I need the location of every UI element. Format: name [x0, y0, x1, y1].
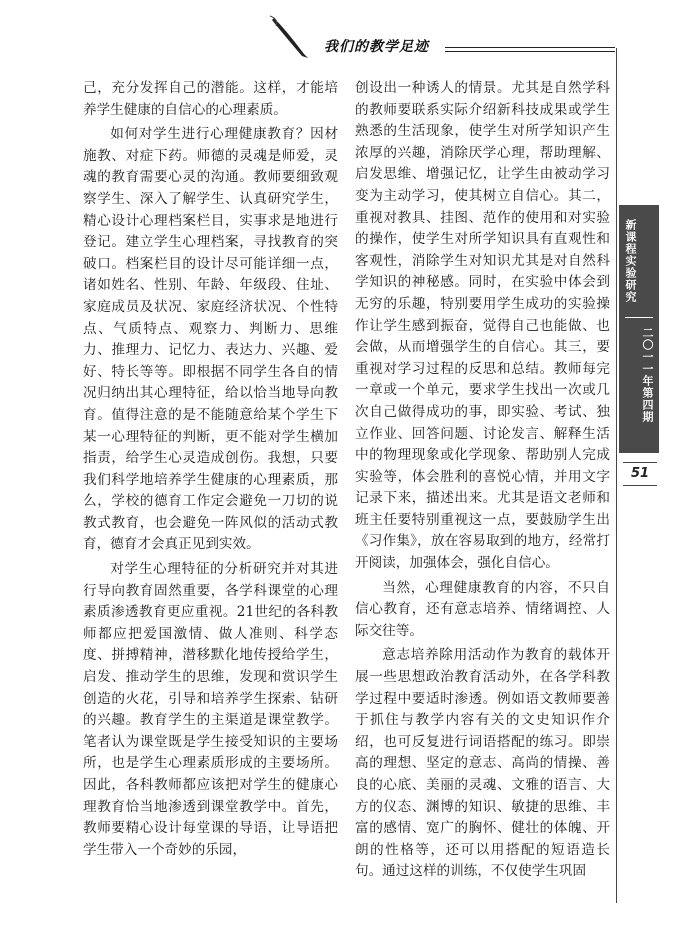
paragraph: 当然，心理健康教育的内容，不只自信心教育，还有意志培养、情绪调控、人际交往等。: [355, 579, 610, 639]
side-tab-divider: [625, 317, 653, 318]
header-rule: [445, 47, 615, 48]
journal-name: 新课程实验研究: [624, 219, 637, 303]
paragraph: 己，充分发挥自己的潜能。这样，才能培养学生健康的自信心的心理素质。: [83, 80, 338, 118]
issue-label: 二〇一一年第四期: [641, 327, 654, 423]
paragraph: 意志培养除用活动作为教育的载体开展一些思想政治教育活动外，在各学科教学过程中要适时渗透。例如语文教师要善于抓住与教学内容有关的文史知识作介绍，也可反复进行词语搭配的练习。即崇高的理想、坚定的意志、高尚的情操、善良的心底、美丽的灵魂、文雅的语言、大方的仪态、渊博的知识、敏捷的思维、丰富的感情、宽广的胸怀、健壮的体魄、开朗的性格等，还可以用搭配的短语造长句。通过这样的训练，不仅使学生巩固: [355, 647, 610, 880]
page-header: [0, 0, 680, 70]
page-number: 51: [623, 462, 657, 486]
paragraph: 对学生心理特征的分析研究并对其进行导向教育固然重要，各学科课堂的心理素质渗透教育更应重视。21世纪的各科教师都应把爱国激情、做人准则、科学态度、拼搏精神，潜移默化地传授给学生，启发、推动学生的思维，发现和赏识学生创造的火花，引导和培养学生探索、钻研的兴趣。教育学生的主渠道是课堂教学。笔者认为课堂既是学生接受知识的主要场所，也是学生心理素质形成的主要场所。因此，各科教师都应该把对学生的健康心理教育恰当地渗透到课堂教学中。首先，教师要精心设计每堂课的导语，让导语把学生带入一个奇妙的乐园，: [83, 561, 338, 858]
left-column: [83, 78, 338, 861]
pen-icon: [268, 12, 316, 64]
right-column: [355, 78, 610, 883]
section-title: 我们的教学足迹: [324, 39, 429, 55]
margin-rule: [616, 48, 617, 903]
paragraph: 创设出一种诱人的情景。尤其是自然学科的教师要联系实际介绍新科技成果或学生熟悉的生活现象，使学生对所学知识产生浓厚的兴趣，消除厌学心理，帮助理解、启发思维、增强记忆，让学生由被动学习变为主动学习，使其树立自信心。其二，重视对教具、挂图、范作的使用和对实验的操作，使学生对所学知识具有直观性和客观性，消除学生对知识尤其是对自然科学知识的神秘感。同时，在实验中体会到无穷的乐趣，特别要用学生成功的实验操作让学生感到振奋，觉得自己也能做、也会做，从而增强学生的自信心。其三，要重视对学习过程的反思和总结。教师每完一章或一个单元，要求学生找出一次或几次自己做得成功的事，即实验、考试、独立作业、回答问题、讨论发言、解释生活中的物理现象或化学现象、帮助别人完成实验等，体会胜利的喜悦心情，并用文字记录下来，描述出来。尤其是语文老师和班主任要特别重视这一点，要鼓励学生出《习作集》，放在容易取到的地方，经常打开阅读，加强体会，强化自信心。: [355, 80, 610, 572]
journal-side-tab: [619, 205, 659, 453]
paragraph: 如何对学生进行心理健康教育？因材施教、对症下药。师德的灵魂是师爱，灵魂的教育需要心灵的沟通。教师要细致观察学生、深入了解学生、认真研究学生，精心设计心理档案栏目，实事求是地进行登记。建立学生心理档案，寻找教育的突破口。档案栏目的设计尽可能详细一点，诸如姓名、性别、年龄、年级段、住址、家庭成员及状况、家庭经济状况、个性特点、气质特点、观察力、判断力、思维力、推理力、记忆力、表达力、兴趣、爱好、特长等等。即根据不同学生各自的情况归纳出其心理特征，给以恰当地导向教育。值得注意的是不能随意给某个学生下某一心理特征的判断，更不能对学生横加指责，给学生心灵造成创伤。我想，只要我们科学地培养学生健康的心理素质，那么，学校的德育工作定会避免一刀切的说教式教育，也会避免一阵风似的活动式教育，德育才会真正见到实效。: [83, 126, 338, 553]
header-rule-secondary: [445, 51, 615, 52]
